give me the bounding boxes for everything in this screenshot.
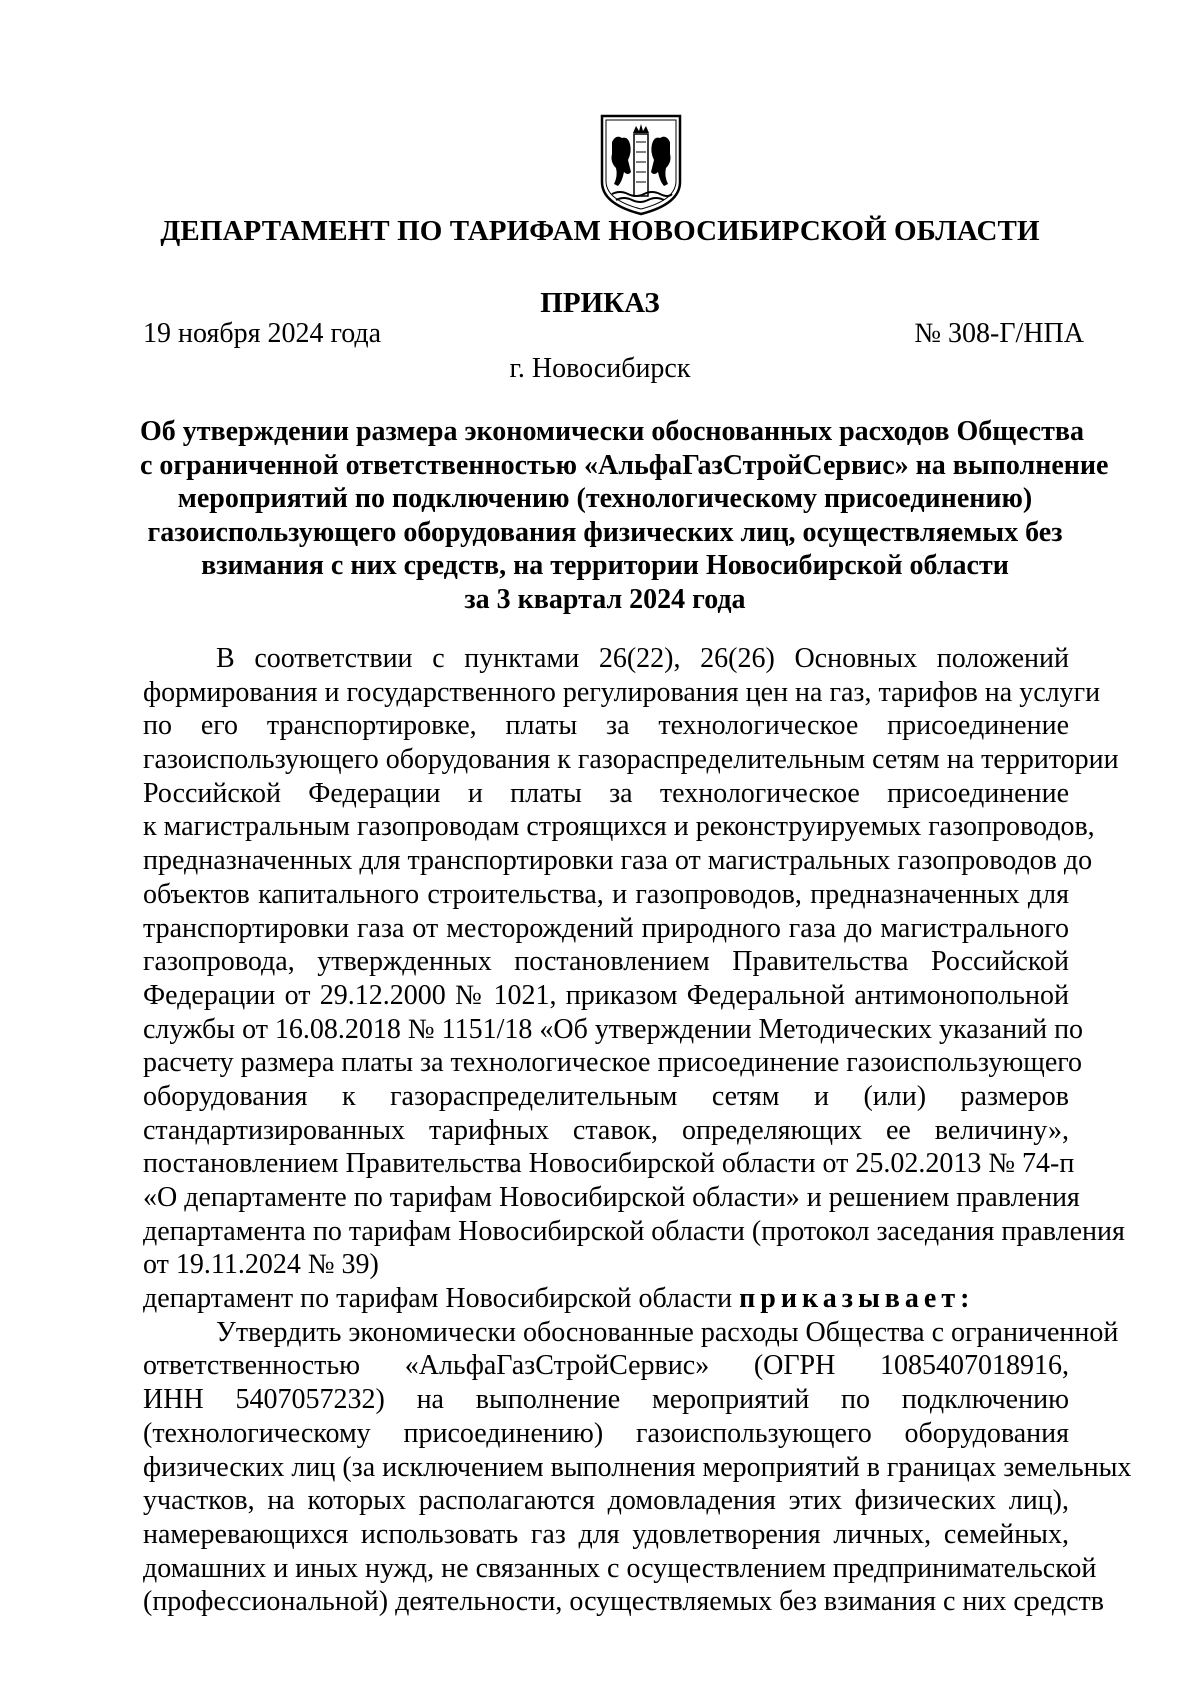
decree-line: [143, 1282, 1069, 1316]
resolution-line: домашних и иных нужд, не связанных с осуществлением предпринимательской: [143, 1552, 1097, 1584]
resolution-line: физических лиц (за исключением выполнения мероприятий в границах земельных: [143, 1451, 1132, 1483]
preamble-line: формирования и государственного регулирования цен на газ, тарифов на услуги: [143, 676, 1101, 708]
preamble-line: департамента по тарифам Новосибирской области (протокол заседания правления: [143, 1215, 1125, 1247]
title-line: мероприятий по подключению (технологическому присоединению): [177, 483, 1033, 514]
preamble-line: постановлением Правительства Новосибирской области от 25.02.2013 № 74-п: [143, 1148, 1075, 1180]
preamble-line: предназначенных для транспортировки газа от магистральных газопроводов до: [143, 845, 1093, 877]
resolution-line: (технологическому присоединению) газоиспользующего оборудования: [143, 1417, 1069, 1449]
preamble-line: по его транспортировке, платы за технологическое присоединение: [143, 710, 1069, 742]
title-line: за 3 квартал 2024 года: [464, 583, 746, 615]
order-body: [143, 642, 1132, 1619]
preamble-line: «О департаменте по тарифам Новосибирской области» и решением правления: [143, 1182, 1080, 1213]
resolution-line: участков, на которых располагаются домовладения этих физических лиц),: [143, 1485, 1069, 1517]
order-date: 19 ноября 2024 года: [143, 318, 382, 349]
document-type: ПРИКАЗ: [540, 287, 660, 319]
preamble-line: к магистральным газопроводам строящихся и реконструируемых газопроводов,: [143, 811, 1095, 843]
preamble-line: В соответствии с пунктами 26(22), 26(26) Основных положений: [216, 643, 1069, 674]
title-line: газоиспользующего оборудования физических лиц, осуществляемых без: [147, 516, 1063, 548]
department-name: ДЕПАРТАМЕНТ ПО ТАРИФАМ НОВОСИБИРСКОЙ ОБЛАСТИ: [160, 215, 1040, 247]
preamble-line: газоиспользующего оборудования к газораспределительным сетям на территории: [143, 744, 1119, 776]
decree-verb: приказывает:: [739, 1283, 975, 1315]
preamble-line: от 19.11.2024 № 39): [143, 1249, 379, 1281]
resolution-line: (профессиональной) деятельности, осуществляемых без взимания с них средств: [143, 1586, 1104, 1618]
decree-prefix: департамент по тарифам Новосибирской области: [143, 1283, 740, 1315]
resolution-line: ответственностью «АльфаГазСтройСервис» (ОГРН 1085407018916,: [143, 1350, 1069, 1382]
preamble-line: расчету размера платы за технологическое присоединение газоиспользующего: [143, 1047, 1083, 1079]
preamble-line: Российской Федерации и платы за технологическое присоединение: [143, 777, 1069, 809]
preamble-line: Федерации от 29.12.2000 № 1021, приказом Федеральной антимонопольной: [143, 979, 1069, 1011]
order-title: [140, 415, 1109, 616]
title-line: взимания с них средств, на территории Новосибирской области: [201, 550, 1009, 581]
order-city: г. Новосибирск: [509, 353, 691, 384]
preamble-line: службы от 16.08.2018 № 1151/18 «Об утверждении Методических указаний по: [143, 1013, 1084, 1045]
order-number: № 308-Г/НПА: [914, 318, 1084, 349]
resolution-line: намеревающихся использовать газ для удовлетворения личных, семейных,: [143, 1518, 1069, 1550]
title-line: Об утверждении размера экономически обоснованных расходов Общества: [140, 416, 1084, 447]
title-line: с ограниченной ответственностью «АльфаГазСтройСервис» на выполнение: [140, 449, 1109, 481]
preamble-line: транспортировки газа от месторождений природного газа до магистрального: [143, 912, 1069, 944]
preamble-line: объектов капитального строительства, и газопроводов, предназначенных для: [143, 878, 1069, 910]
resolution-line: ИНН 5407057232) на выполнение мероприятий по подключению: [143, 1384, 1069, 1416]
preamble-line: газопровода, утвержденных постановлением Правительства Российской: [143, 946, 1069, 978]
preamble-line: стандартизированных тарифных ставок, определяющих ее величину»,: [143, 1114, 1069, 1146]
coat-of-arms-icon: [598, 112, 684, 218]
preamble-line: оборудования к газораспределительным сетям и (или) размеров: [143, 1080, 1069, 1112]
resolution-line: Утвердить экономически обоснованные расходы Общества с ограниченной: [216, 1316, 1119, 1348]
